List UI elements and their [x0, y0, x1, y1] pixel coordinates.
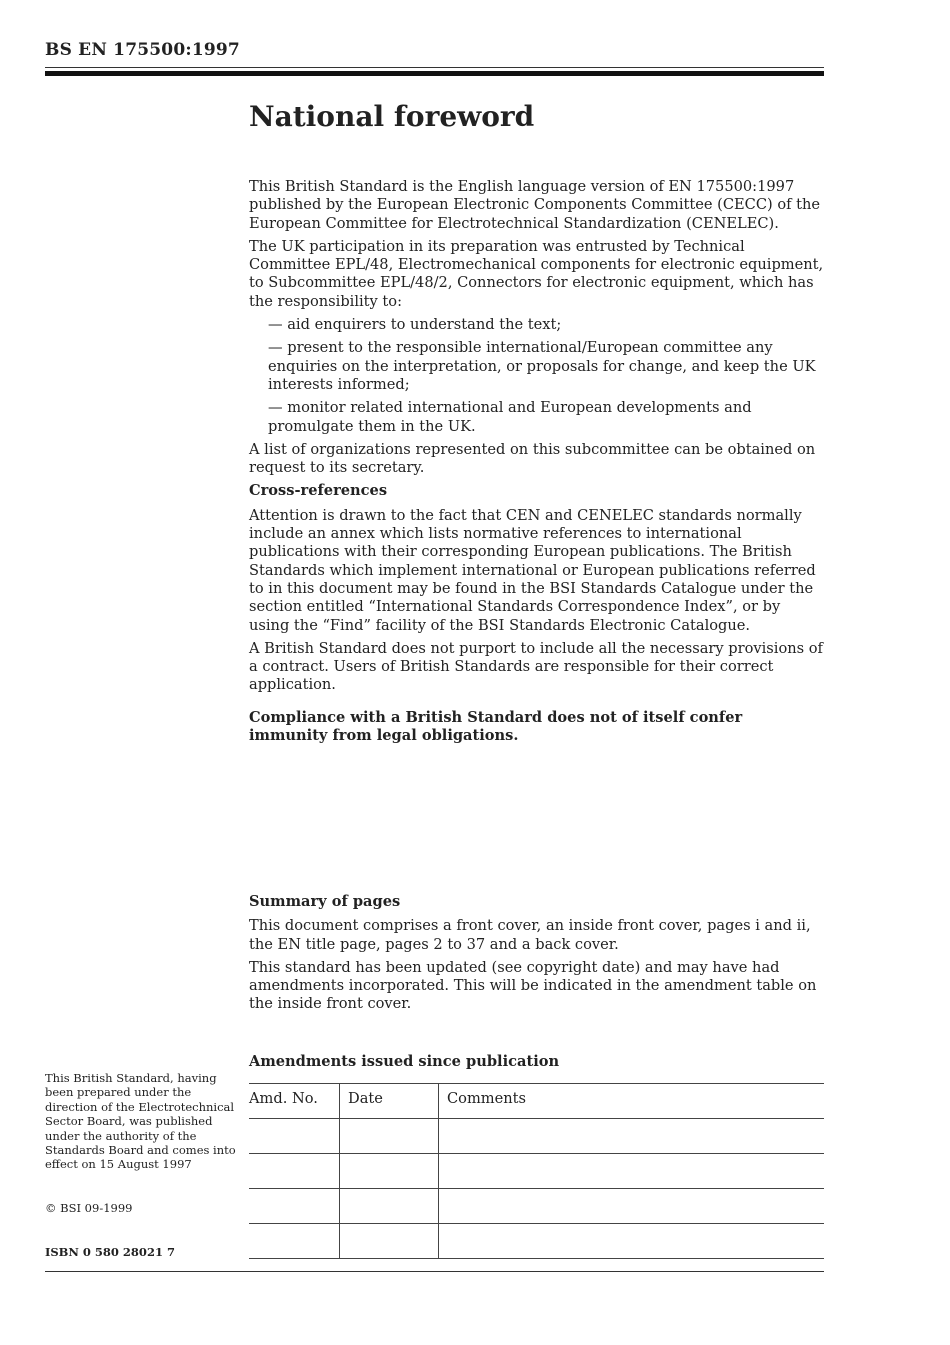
- bullet-item: — aid enquirers to understand the text;: [268, 316, 562, 334]
- bullet-item: — present to the responsible international/European committee any enquiries on the interpretation, or proposals for change, and keep the UK interests informed;: [268, 339, 816, 393]
- header-rule-thick: [45, 71, 824, 76]
- table-row: [249, 1224, 824, 1259]
- paragraph: Attention is drawn to the fact that CEN and CENELEC standards normally include an annex which lists normative references to international publications with their corresponding European publications. The British Standards which implement international or European publications referred to in this document may be found in the BSI Standards Catalogue under the section entitled “International Standards Correspondence Index”, or by using the “Find” facility of the BSI Standards Electronic Catalogue.: [249, 506, 816, 634]
- amendments-table: [249, 1083, 824, 1259]
- compliance-note: Compliance with a British Standard does not of itself confer immunity from legal obligations.: [249, 708, 743, 745]
- table-cell: [439, 1154, 825, 1189]
- table-cell: [439, 1189, 825, 1224]
- document-id: BS EN 175500:1997: [45, 40, 240, 60]
- table-cell: [340, 1189, 439, 1224]
- footer-rule: [45, 1271, 824, 1272]
- paragraph: This British Standard is the English language version of EN 175500:1997 published by the European Electronic Components Committee (CECC) of the European Committee for Electrotechnical Standardization (CENELEC).: [249, 178, 821, 232]
- table-cell: [249, 1189, 340, 1224]
- paragraph: This standard has been updated (see copyright date) and may have had amendments incorporated. This will be indicated in the amendment table on the inside front cover.: [249, 958, 817, 1013]
- foreword-body: [249, 178, 824, 750]
- table-row: [249, 1119, 824, 1154]
- table-cell: [439, 1224, 825, 1259]
- copyright-notice: [45, 1201, 237, 1215]
- sidebar-text: This British Standard, having been prepared under the direction of the Electrotechnical Sector Board, was published under the authority of the Standards Board and comes into effect on 15 August 1997: [45, 1071, 236, 1172]
- table-cell: [249, 1154, 340, 1189]
- table-cell: [340, 1154, 439, 1189]
- column-header-amd-no: Amd. No.: [249, 1084, 340, 1119]
- table-row: [249, 1189, 824, 1224]
- bullet-item: — monitor related international and European developments and promulgate them in the UK.: [268, 399, 752, 435]
- paragraph: This document comprises a front cover, an inside front cover, pages i and ii, the EN title page, pages 2 to 37 and a back cover.: [249, 917, 811, 953]
- publication-note: [45, 1071, 237, 1172]
- copyright-text: © BSI 09-1999: [45, 1201, 133, 1215]
- paragraph: The UK participation in its preparation was entrusted by Technical Committee EPL/48, Electromechanical components for electronic equipment, to Subcommittee EPL/48/2, Connectors for electronic equipment, which has the responsibility to:: [249, 237, 824, 310]
- table-cell: [340, 1119, 439, 1154]
- summary-section: [249, 893, 824, 1019]
- header-rule-thin: [45, 67, 824, 68]
- paragraph: A list of organizations represented on this subcommittee can be obtained on request to its secretary.: [249, 440, 816, 477]
- column-header-date: Date: [340, 1084, 439, 1119]
- column-header-comments: Comments: [439, 1084, 825, 1119]
- table-cell: [439, 1119, 825, 1154]
- table-header-row: [249, 1084, 824, 1119]
- table-row: [249, 1154, 824, 1189]
- paragraph: A British Standard does not purport to include all the necessary provisions of a contract. Users of British Standards are responsible for their correct application.: [249, 639, 823, 694]
- table-cell: [249, 1224, 340, 1259]
- table-cell: [340, 1224, 439, 1259]
- isbn: ISBN 0 580 28021 7: [45, 1245, 175, 1259]
- page-title: National foreword: [249, 100, 535, 133]
- summary-heading: Summary of pages: [249, 893, 401, 910]
- amendments-heading: Amendments issued since publication: [249, 1053, 560, 1070]
- table-cell: [249, 1119, 340, 1154]
- cross-references-heading: Cross-references: [249, 482, 388, 500]
